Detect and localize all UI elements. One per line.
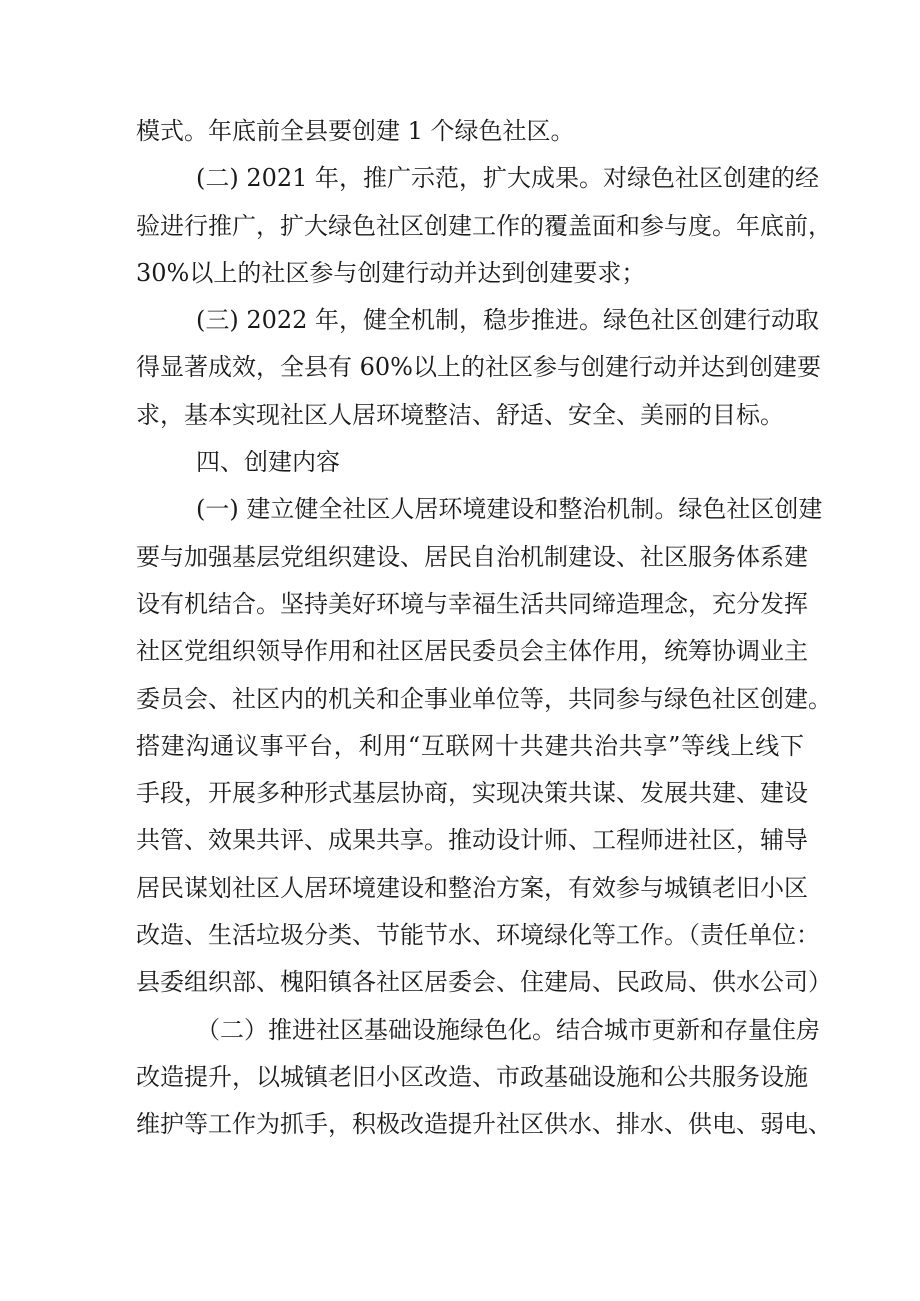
paragraph-line: 手段，开展多种形式基层协商，实现决策共谋、发展共建、建设 — [136, 779, 808, 808]
paragraph-line: 模式。年底前全县要创建 1 个绿色社区。 — [136, 117, 575, 145]
paragraph-line: 求，基本实现社区人居环境整洁、舒适、安全、美丽的目标。 — [136, 400, 784, 429]
paragraph-line: 委员会、社区内的机关和企事业单位等，共同参与绿色社区创建。 — [136, 684, 832, 713]
paragraph-line: (三) 2022 年，健全机制，稳步推进。绿色社区创建行动取 — [196, 306, 820, 335]
paragraph-line: 要与加强基层党组织建设、居民自治机制建设、社区服务体系建 — [136, 542, 808, 571]
paragraph-line: 得显著成效，全县有 60%以上的社区参与创建行动并达到创建要 — [136, 353, 821, 382]
paragraph-line: (二) 2021 年，推广示范，扩大成果。对绿色社区创建的经 — [196, 164, 820, 193]
paragraph-line: (一) 建立健全社区人居环境建设和整治机制。绿色社区创建 — [196, 495, 823, 524]
paragraph-line: 设有机结合。坚持美好环境与幸福生活共同缔造理念，充分发挥 — [136, 589, 808, 618]
paragraph-line: 四、创建内容 — [196, 448, 340, 477]
paragraph-line: 维护等工作为抓手，积极改造提升社区供水、排水、供电、弱电、 — [136, 1110, 832, 1139]
paragraph-line: 验进行推广，扩大绿色社区创建工作的覆盖面和参与度。年底前， — [136, 211, 832, 240]
paragraph-line: 社区党组织领导作用和社区居民委员会主体作用，统筹协调业主 — [136, 637, 808, 666]
paragraph-line: 县委组织部、槐阳镇各社区居委会、住建局、民政局、供水公司） — [136, 968, 832, 997]
body-text — [136, 108, 832, 1149]
paragraph-line: 改造提升，以城镇老旧小区改造、市政基础设施和公共服务设施 — [136, 1062, 808, 1091]
paragraph-line: 共管、效果共评、成果共享。推动设计师、工程师进社区，辅导 — [136, 826, 808, 855]
paragraph-line: 30%以上的社区参与创建行动并达到创建要求； — [136, 258, 646, 287]
paragraph-line: 居民谋划社区人居环境建设和整治方案，有效参与城镇老旧小区 — [136, 873, 808, 902]
paragraph-line: 改造、生活垃圾分类、节能节水、环境绿化等工作。（责任单位： — [136, 921, 820, 950]
paragraph-line: （二）推进社区基础设施绿色化。结合城市更新和存量住房 — [196, 1015, 820, 1044]
paragraph-line: 搭建沟通议事平台，利用“互联网十共建共治共享”等线上线下 — [136, 731, 804, 760]
